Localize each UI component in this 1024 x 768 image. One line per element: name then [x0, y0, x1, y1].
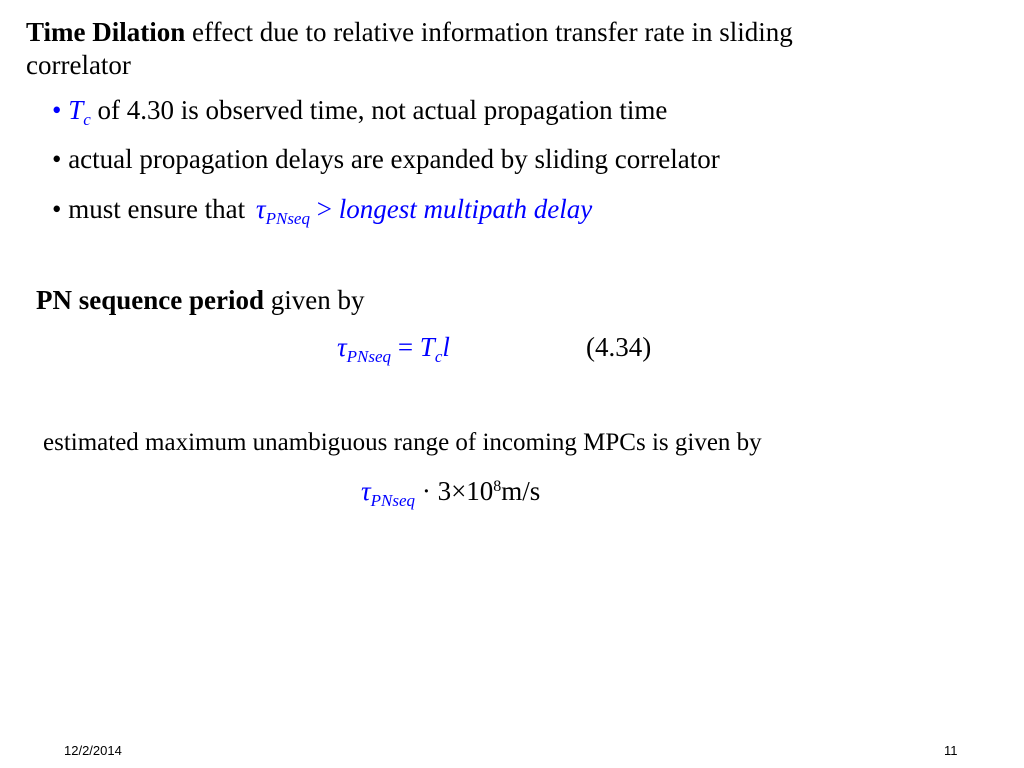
- eq-equals: =: [397, 332, 414, 362]
- heading-bold: Time Dilation: [26, 17, 186, 47]
- equation-4-34: [337, 331, 450, 366]
- symbol-tc: $T_c$: [68, 95, 91, 129]
- eq-tc: $T_c$: [419, 332, 443, 366]
- pn-heading: [36, 284, 364, 316]
- pn-heading-rest: given by: [270, 285, 365, 315]
- greater-than-sign: >: [316, 194, 332, 224]
- range-coefficient: $3\times 10^8m/s$: [437, 476, 541, 506]
- bullet-item-2: [52, 143, 720, 175]
- equation-label: (4.34): [586, 332, 652, 362]
- bullet-text-2: actual propagation delays are expanded by sliding correlator: [68, 144, 720, 174]
- eq-tau-pnseq: $\tau_{PNseq}$: [337, 332, 392, 366]
- bullet-dot-1: •: [52, 95, 62, 125]
- heading-line-1: [26, 16, 793, 48]
- pn-heading-bold: PN sequence period: [36, 285, 264, 315]
- bullet-dot-3: •: [52, 194, 62, 224]
- range-statement: estimated maximum unambiguous range of incoming MPCs is given by: [43, 429, 762, 456]
- bullet-item-1: [52, 94, 668, 129]
- bullet-rest-3: longest multipath delay: [338, 194, 593, 224]
- heading-rest-line-2: correlator: [26, 50, 131, 80]
- footer-date: 12/2/2014: [64, 743, 122, 758]
- heading-line-2: [26, 49, 131, 81]
- bullet-item-3: [52, 193, 593, 228]
- range-dot: ·: [421, 476, 431, 506]
- range-tau-pnseq: $\tau_{PNseq}$: [361, 476, 416, 510]
- bullet-text-1: of 4.30 is observed time, not actual propagation time: [97, 95, 668, 125]
- heading-rest-line-1: effect due to relative information transfer rate in sliding: [192, 17, 793, 47]
- eq-l: l: [442, 332, 450, 362]
- bullet-text-3: must ensure that: [68, 194, 246, 224]
- range-equation: [361, 475, 541, 510]
- bullet-dot-2: •: [52, 144, 62, 174]
- symbol-tau-pnseq: $\tau_{PNseq}$: [255, 194, 310, 228]
- footer-page-number: 11: [944, 743, 958, 758]
